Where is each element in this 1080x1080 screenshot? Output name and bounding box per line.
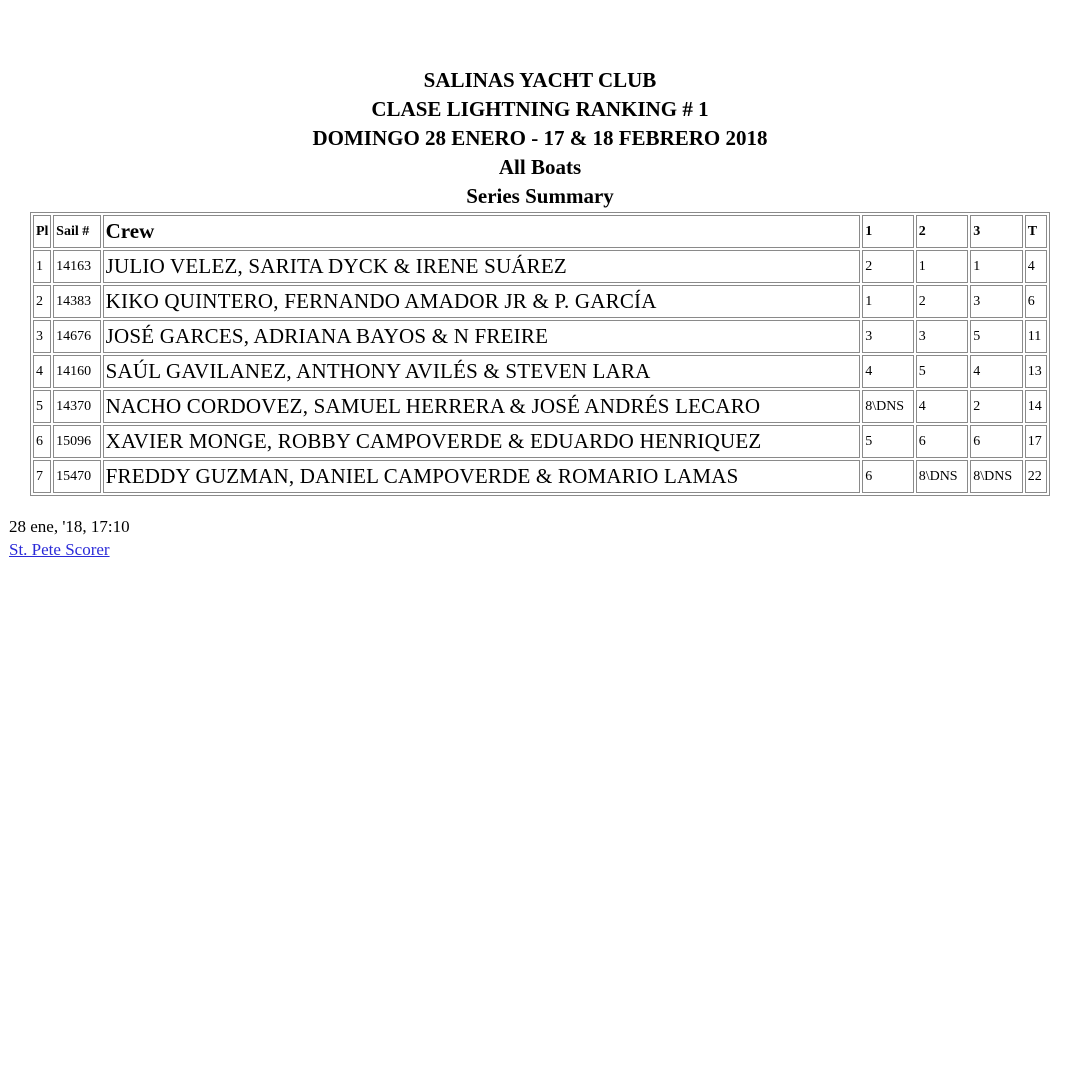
generated-timestamp: 28 ene, '18, 17:10 bbox=[9, 517, 130, 536]
crew-cell: JOSÉ GARCES, ADRIANA BAYOS & N FREIRE bbox=[103, 320, 861, 353]
sail-number-cell: 14160 bbox=[53, 355, 100, 388]
place-cell: 3 bbox=[33, 320, 51, 353]
race-3-score: 5 bbox=[970, 320, 1023, 353]
race-2-score: 8\DNS bbox=[916, 460, 969, 493]
sail-number-cell: 14676 bbox=[53, 320, 100, 353]
race-3-score: 3 bbox=[970, 285, 1023, 318]
total-score: 6 bbox=[1025, 285, 1047, 318]
table-header-row bbox=[33, 215, 1047, 248]
crew-cell: XAVIER MONGE, ROBBY CAMPOVERDE & EDUARDO HENRIQUEZ bbox=[103, 425, 861, 458]
crew-cell: JULIO VELEZ, SARITA DYCK & IRENE SUÁREZ bbox=[103, 250, 861, 283]
column-header-sail: Sail # bbox=[53, 215, 100, 248]
total-score: 13 bbox=[1025, 355, 1047, 388]
results-table bbox=[30, 212, 1050, 496]
place-cell: 2 bbox=[33, 285, 51, 318]
table-row bbox=[33, 250, 1047, 283]
race-3-score: 2 bbox=[970, 390, 1023, 423]
sail-number-cell: 14163 bbox=[53, 250, 100, 283]
sail-number-cell: 15470 bbox=[53, 460, 100, 493]
place-cell: 1 bbox=[33, 250, 51, 283]
sail-number-cell: 15096 bbox=[53, 425, 100, 458]
race-3-score: 8\DNS bbox=[970, 460, 1023, 493]
race-3-score: 4 bbox=[970, 355, 1023, 388]
race-2-score: 5 bbox=[916, 355, 969, 388]
total-score: 4 bbox=[1025, 250, 1047, 283]
place-cell: 5 bbox=[33, 390, 51, 423]
total-score: 14 bbox=[1025, 390, 1047, 423]
table-row bbox=[33, 390, 1047, 423]
column-header-race-1: 1 bbox=[862, 215, 914, 248]
race-3-score: 6 bbox=[970, 425, 1023, 458]
table-row bbox=[33, 460, 1047, 493]
place-cell: 6 bbox=[33, 425, 51, 458]
race-2-score: 4 bbox=[916, 390, 969, 423]
table-row bbox=[33, 320, 1047, 353]
sail-number-cell: 14383 bbox=[53, 285, 100, 318]
table-row bbox=[33, 285, 1047, 318]
race-1-score: 4 bbox=[862, 355, 914, 388]
crew-cell: NACHO CORDOVEZ, SAMUEL HERRERA & JOSÉ ANDRÉS LECARO bbox=[103, 390, 861, 423]
table-row bbox=[33, 355, 1047, 388]
st-pete-scorer-link[interactable]: St. Pete Scorer bbox=[9, 540, 110, 559]
club-title: SALINAS YACHT CLUB bbox=[423, 68, 657, 92]
total-score: 17 bbox=[1025, 425, 1047, 458]
results-heading bbox=[0, 66, 1080, 211]
race-1-score: 2 bbox=[862, 250, 914, 283]
race-2-score: 6 bbox=[916, 425, 969, 458]
table-row bbox=[33, 425, 1047, 458]
place-cell: 7 bbox=[33, 460, 51, 493]
fleet-title: All Boats bbox=[498, 155, 582, 179]
race-2-score: 3 bbox=[916, 320, 969, 353]
crew-cell: FREDDY GUZMAN, DANIEL CAMPOVERDE & ROMARIO LAMAS bbox=[103, 460, 861, 493]
event-dates: DOMINGO 28 ENERO - 17 & 18 FEBRERO 2018 bbox=[312, 126, 768, 150]
place-cell: 4 bbox=[33, 355, 51, 388]
column-header-total: T bbox=[1025, 215, 1047, 248]
column-header-race-2: 2 bbox=[916, 215, 969, 248]
race-1-score: 1 bbox=[862, 285, 914, 318]
crew-cell: KIKO QUINTERO, FERNANDO AMADOR JR & P. GARCÍA bbox=[103, 285, 861, 318]
ranking-title: CLASE LIGHTNING RANKING # 1 bbox=[371, 97, 709, 121]
sail-number-cell: 14370 bbox=[53, 390, 100, 423]
total-score: 22 bbox=[1025, 460, 1047, 493]
race-2-score: 2 bbox=[916, 285, 969, 318]
race-2-score: 1 bbox=[916, 250, 969, 283]
column-header-race-3: 3 bbox=[970, 215, 1023, 248]
total-score: 11 bbox=[1025, 320, 1047, 353]
race-3-score: 1 bbox=[970, 250, 1023, 283]
crew-cell: SAÚL GAVILANEZ, ANTHONY AVILÉS & STEVEN LARA bbox=[103, 355, 861, 388]
race-1-score: 6 bbox=[862, 460, 914, 493]
race-1-score: 5 bbox=[862, 425, 914, 458]
column-header-crew: Crew bbox=[103, 215, 861, 248]
race-1-score: 8\DNS bbox=[862, 390, 914, 423]
column-header-place: Pl bbox=[33, 215, 51, 248]
summary-title: Series Summary bbox=[466, 184, 614, 208]
race-1-score: 3 bbox=[862, 320, 914, 353]
